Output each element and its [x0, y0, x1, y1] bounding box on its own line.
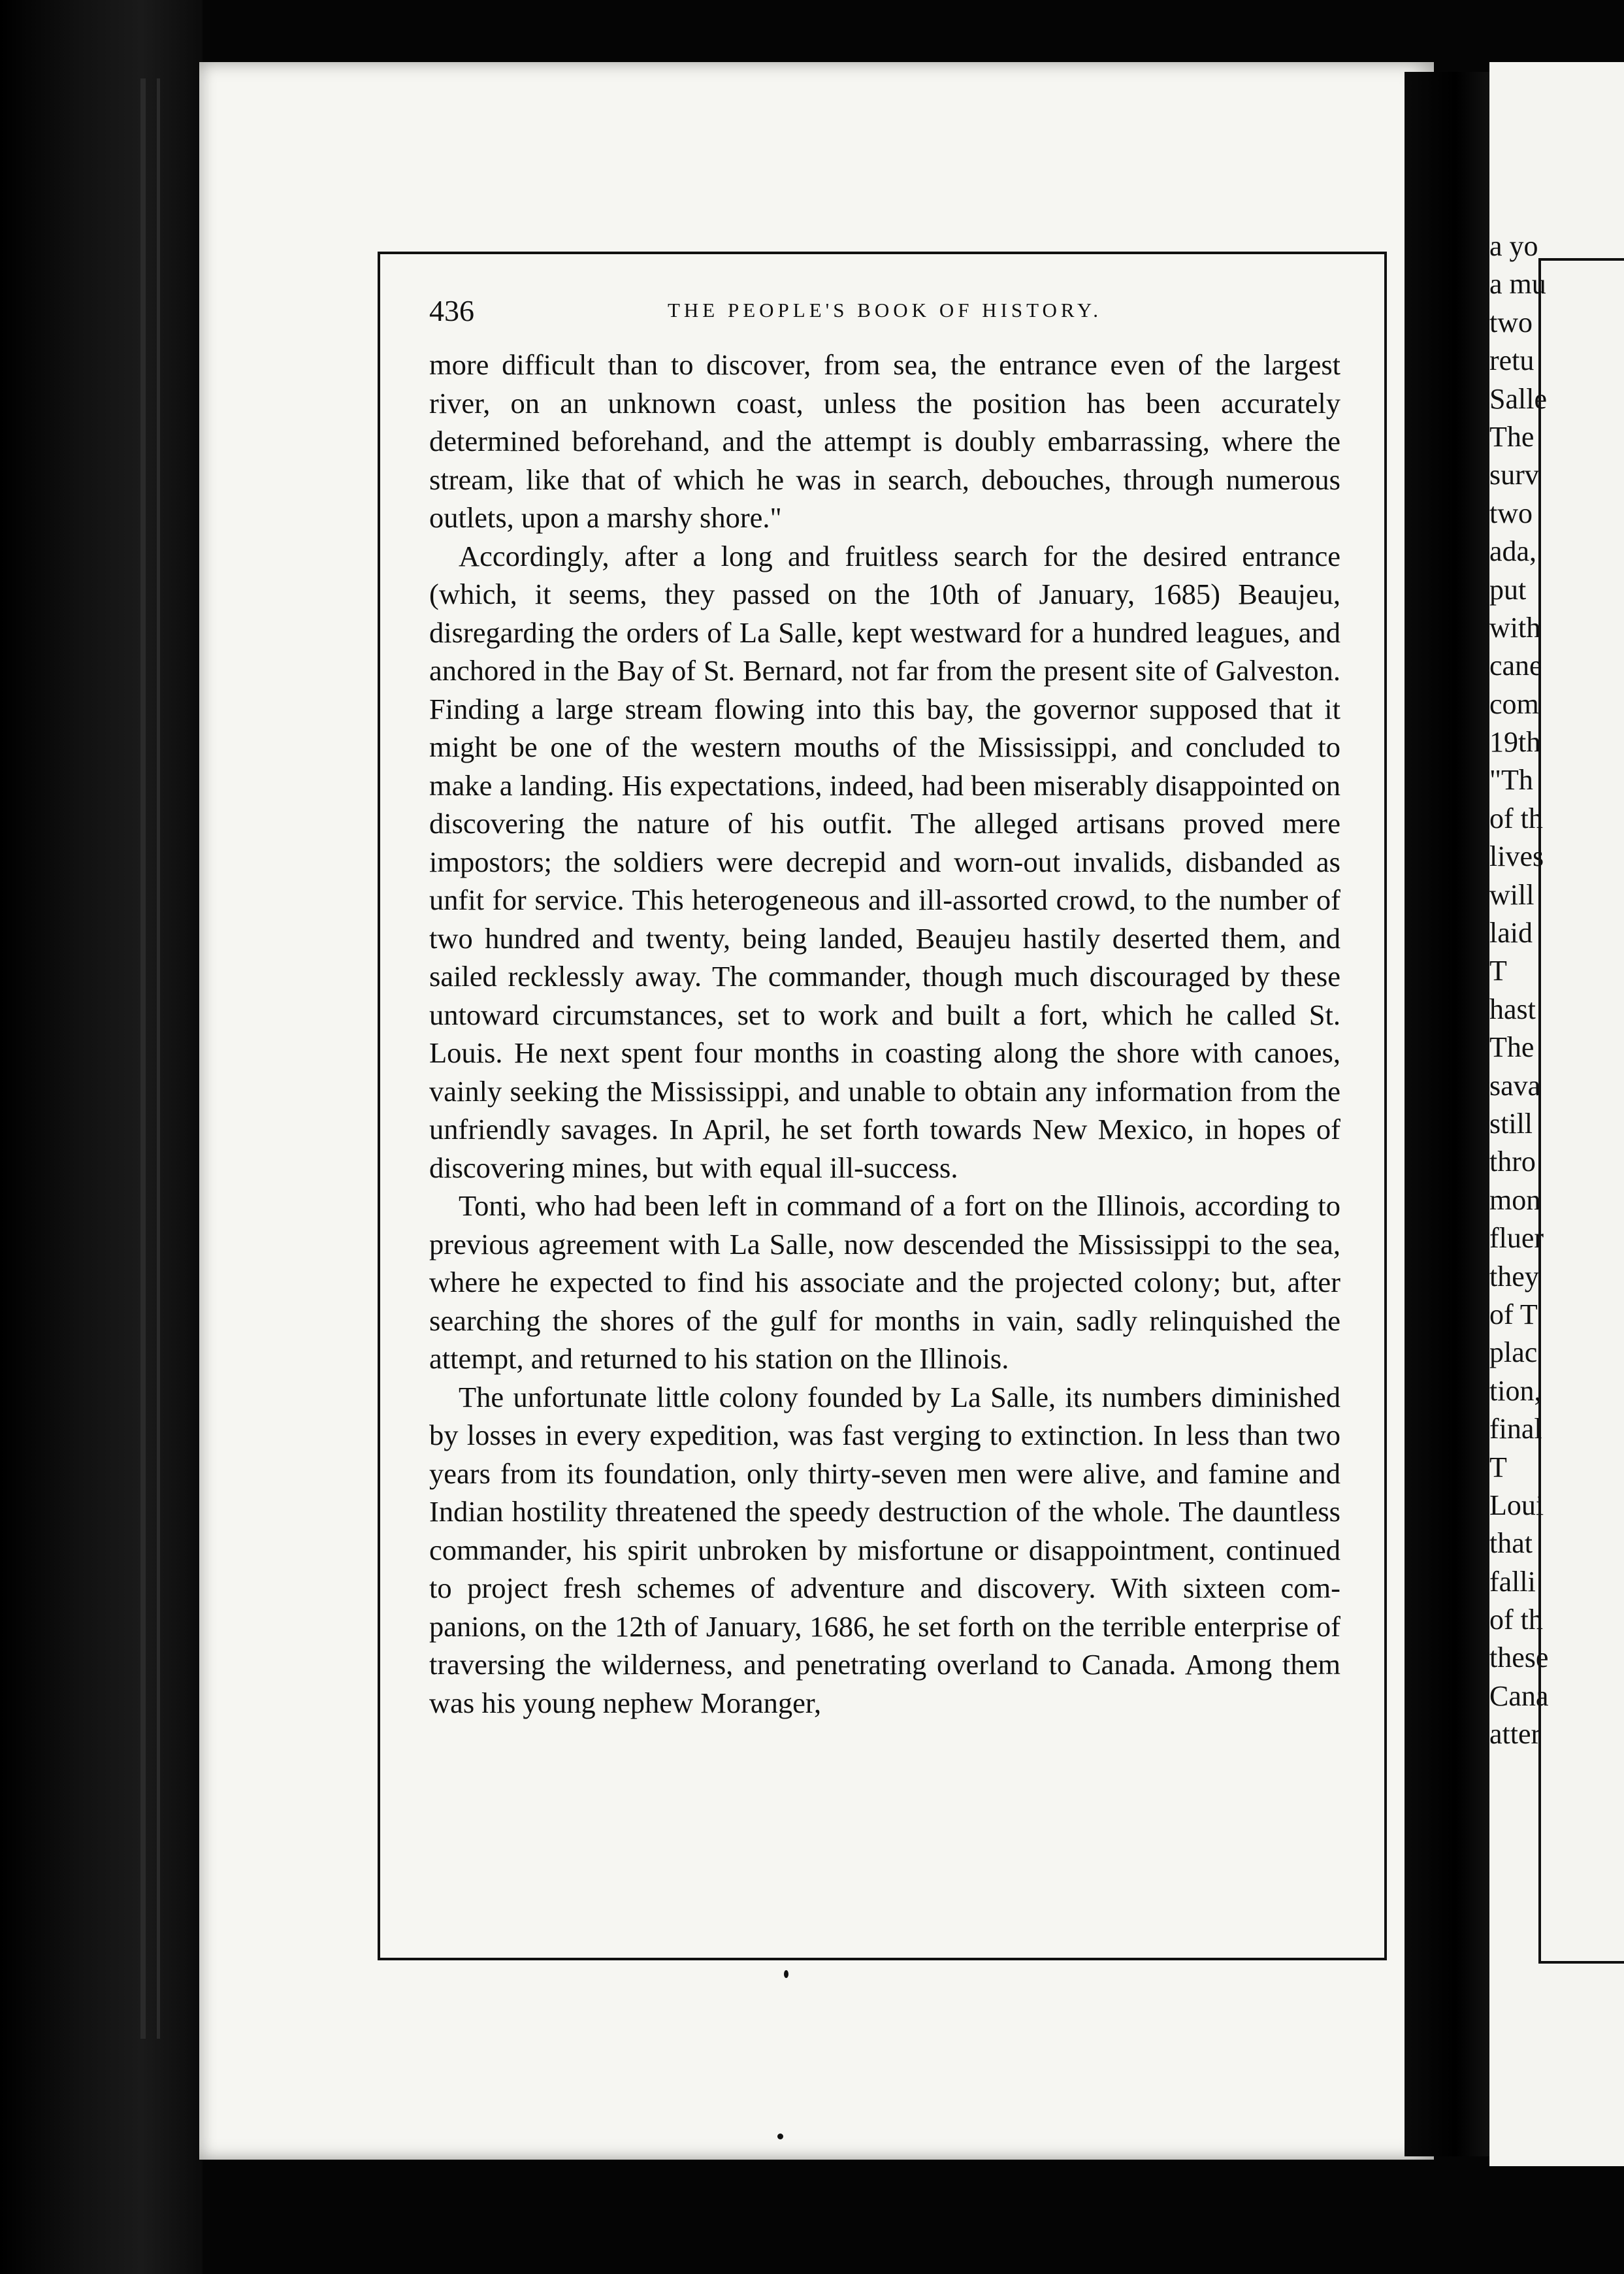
page-gutter-shadow	[1405, 72, 1489, 2156]
adjacent-line-fragment: ada,	[1489, 535, 1537, 568]
adjacent-line-fragment: falli	[1489, 1565, 1536, 1598]
adjacent-line-fragment: atter	[1489, 1718, 1541, 1751]
adjacent-line-fragment: hast	[1489, 993, 1536, 1025]
adjacent-line-fragment: that	[1489, 1527, 1533, 1560]
adjacent-line-fragment: with	[1489, 611, 1541, 644]
adjacent-line-fragment: two	[1489, 306, 1533, 338]
adjacent-line-fragment: a mu	[1489, 268, 1546, 301]
adjacent-line-fragment: "Th	[1489, 764, 1533, 797]
page-header	[429, 293, 1340, 339]
adjacent-line-fragment: plac	[1489, 1336, 1538, 1369]
binding-stripe	[157, 78, 160, 2039]
adjacent-line-fragment: these	[1489, 1641, 1549, 1674]
adjacent-line-fragment: a yo	[1489, 230, 1538, 262]
adjacent-line-fragment: mon	[1489, 1183, 1541, 1216]
binding-stripe	[140, 78, 146, 2039]
adjacent-line-fragment: retu	[1489, 344, 1535, 377]
adjacent-line-fragment: tion,	[1489, 1374, 1542, 1407]
running-head: THE PEOPLE'S BOOK OF HISTORY.	[667, 299, 1103, 321]
adjacent-line-fragment: thro	[1489, 1145, 1536, 1178]
ink-speck	[784, 1970, 788, 1978]
adjacent-line-fragment: T	[1489, 955, 1507, 987]
adjacent-line-fragment: they	[1489, 1260, 1539, 1293]
adjacent-line-fragment: cane	[1489, 650, 1542, 682]
adjacent-line-fragment: Salle	[1489, 382, 1547, 415]
adjacent-line-fragment: fluer	[1489, 1222, 1544, 1255]
adjacent-line-fragment: of th	[1489, 802, 1543, 834]
adjacent-line-fragment: of T	[1489, 1298, 1538, 1330]
paragraph: more difficult than to discover, from sea, the entrance even of the largest river, on an unknown coast, unless the position has been accurately determined beforehand, and the attempt is doubly embarrassing, where the stream, like that of which he was in search, debouches, through numerous outlets, upon a marshy shore."	[429, 348, 1340, 534]
adjacent-line-fragment: T	[1489, 1451, 1507, 1483]
adjacent-line-fragment: surv	[1489, 459, 1539, 491]
ink-speck	[777, 2134, 783, 2139]
adjacent-line-fragment: Cana	[1489, 1679, 1549, 1712]
book-page	[199, 62, 1434, 2160]
adjacent-line-fragment: 19th	[1489, 726, 1541, 759]
adjacent-line-fragment: will	[1489, 878, 1535, 911]
text-frame	[378, 252, 1387, 1960]
adjacent-line-fragment: Loui	[1489, 1489, 1544, 1521]
adjacent-line-fragment: two	[1489, 497, 1533, 529]
adjacent-page-text	[1489, 227, 1575, 1754]
body-text	[429, 346, 1340, 1722]
adjacent-line-fragment: put	[1489, 573, 1527, 606]
adjacent-line-fragment: final	[1489, 1413, 1542, 1445]
adjacent-line-fragment: sava	[1489, 1069, 1541, 1102]
page-number: 436	[429, 294, 474, 327]
adjacent-line-fragment: com	[1489, 687, 1539, 720]
adjacent-line-fragment: lives	[1489, 840, 1544, 873]
book-binding-edge	[0, 0, 203, 2274]
paragraph: The unfortunate little colony founded by La Salle, its numbers diminished by losses in every expedition, was fast verging to extinction. In less than two years from its foundation, only thirty-seven men were alive, and famine and Indian hostility threatened the speedy destruction of the whole. The dauntless commander, his spirit unbroken by misfortune or disappointment, continued to project fresh schemes of adventure and discovery. With sixteen companions, on the 12th of January, 1686, he set forth on the terrible enterprise of traversing the wilderness, and penetrating overland to Canada. Among them was his young nephew Moranger,	[429, 1380, 1340, 1719]
paragraph: Tonti, who had been left in command of a fort on the Illinois, according to previous agreement with La Salle, now descended the Mississippi to the sea, where he expected to find his associate and the projected colony; but, after searching the shores of the gulf for months in vain, sadly relinquished the attempt, and returned to his station on the Illinois.	[429, 1189, 1340, 1375]
adjacent-line-fragment: still	[1489, 1107, 1533, 1140]
paragraph: Accordingly, after a long and fruitless search for the desired entrance (which, it seems, they passed on the 10th of January, 1685) Beaujeu, disregarding the orders of La Salle, kept westward for a hundred leagues, and anchored in the Bay of St. Bernard, not far from the present site of Galveston. Finding a large stream flowing into this bay, the governor supposed that it might be one of the western mouths of the Mississippi, and concluded to make a landing. His expectations, indeed, had been miserably disappointed on discovering the nature of his outfit. The alleged artisans proved mere impostors; the soldiers were decrepid and worn-out invalids, disbanded as unfit for service. This heterogeneous and ill-assorted crowd, to the number of two hundred and twenty, being landed, Beaujeu hastily deserted them, and sailed recklessly away. The commander, though much discouraged by these untoward circumstances, set to work and built a fort, which he called St. Louis. He next spent four months in coasting along the shore with canoes, vainly seeking the Mississippi, and unable to obtain any information from the unfriendly savages. In April, he set forth towards New Mexico, in hopes of discovering mines, but with equal ill-success.	[429, 539, 1340, 1184]
adjacent-page	[1489, 62, 1624, 2166]
adjacent-line-fragment: of th	[1489, 1604, 1543, 1636]
adjacent-line-fragment: laid	[1489, 917, 1533, 949]
adjacent-line-fragment: The	[1489, 1031, 1535, 1064]
adjacent-line-fragment: The	[1489, 420, 1535, 453]
